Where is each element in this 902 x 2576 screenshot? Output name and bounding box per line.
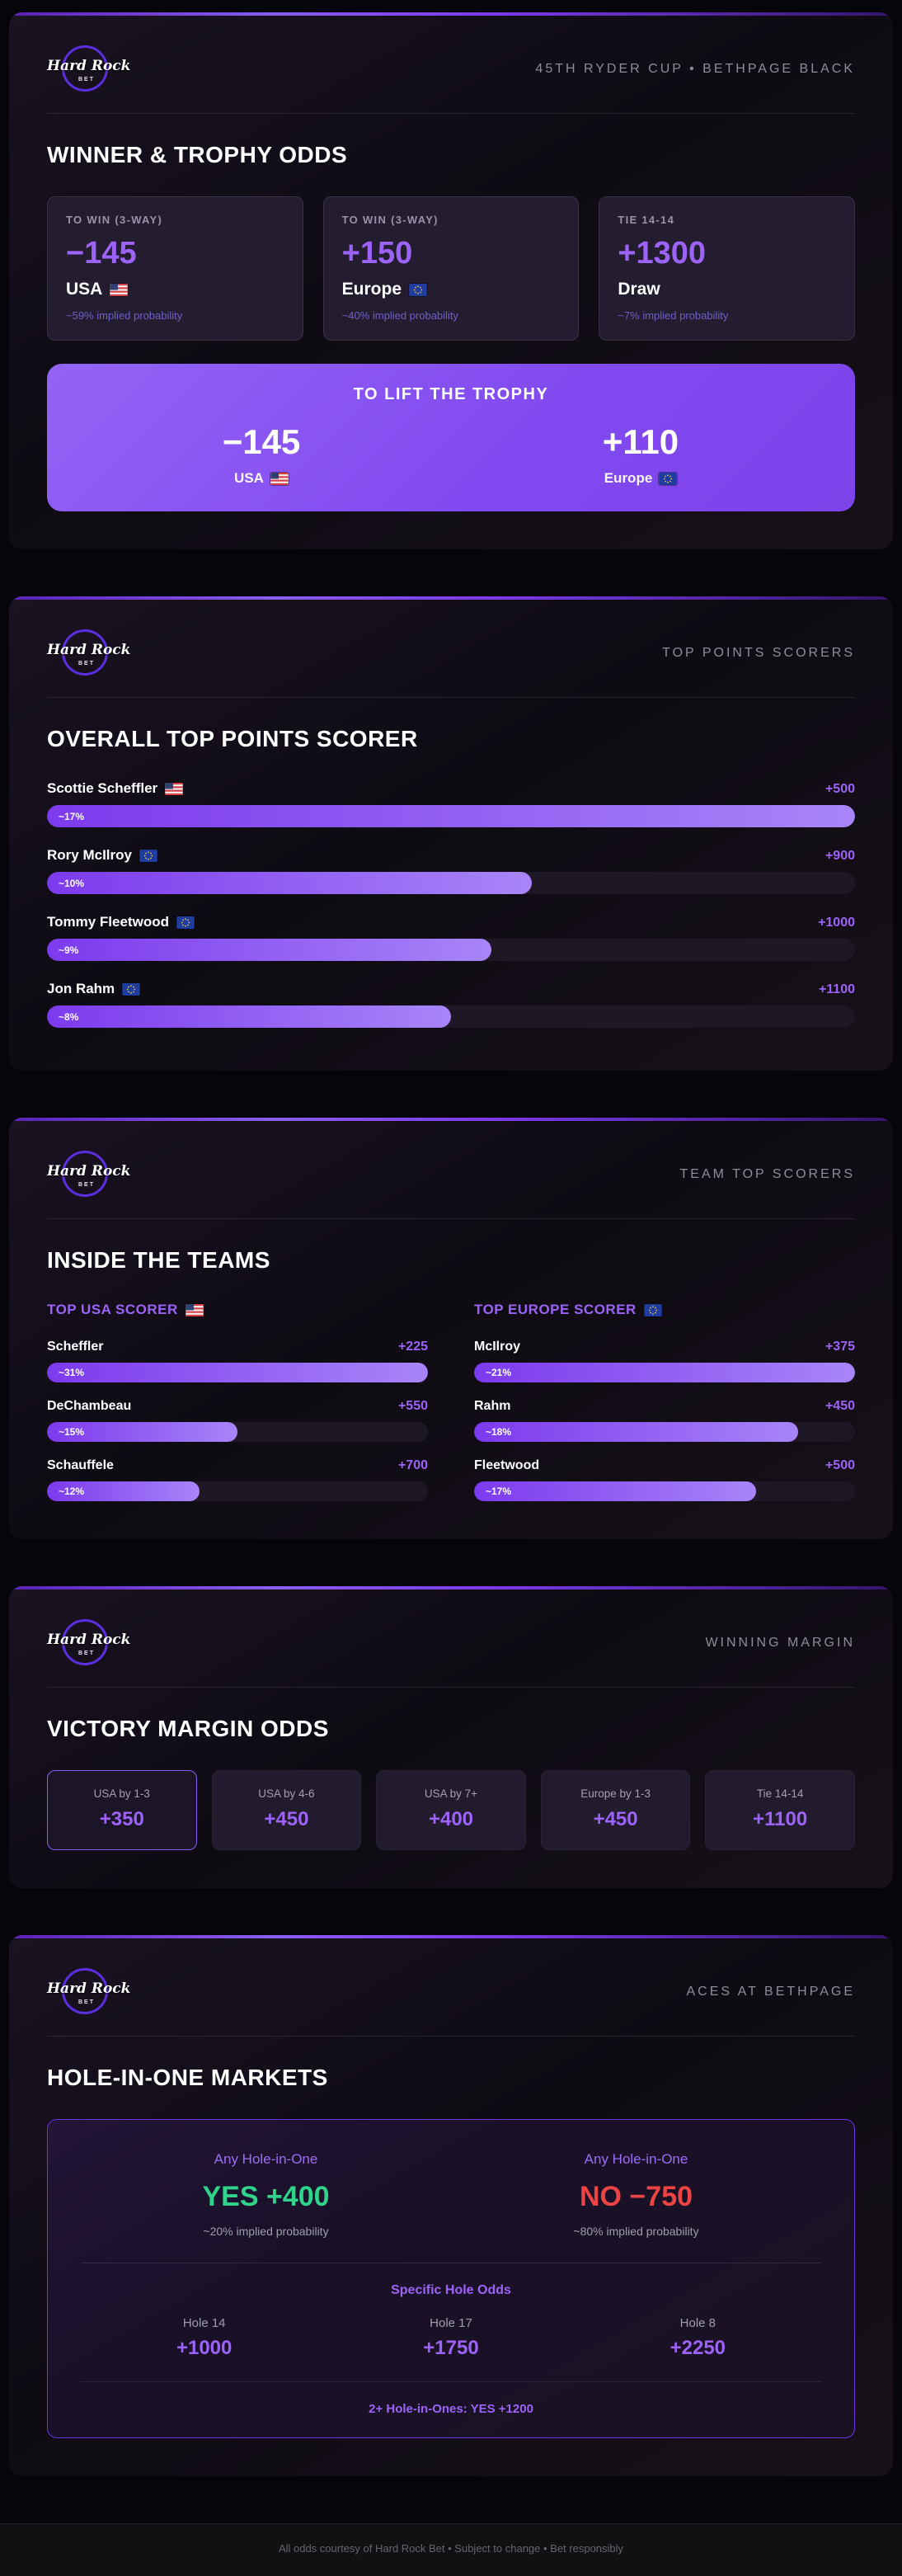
- hole-label: Hole 14: [182, 2316, 226, 2330]
- probability-label: ~17%: [486, 1486, 512, 1497]
- logo-sub: BET: [78, 77, 95, 82]
- section-title: HOLE-IN-ONE MARKETS: [47, 2065, 328, 2090]
- card-badge-title: ACES AT BETHPAGE: [686, 1985, 855, 1999]
- player-odds: +500: [824, 782, 855, 796]
- section-title: INSIDE THE TEAMS: [47, 1247, 270, 1273]
- odds-value: +110: [602, 422, 679, 461]
- probability-bar-track: [474, 1422, 855, 1442]
- implied-probability: ~20% implied probability: [203, 2225, 329, 2238]
- player-odds: +900: [824, 849, 855, 863]
- scorer-row-fleetwood: [474, 1458, 855, 1501]
- page-footer: [0, 2523, 902, 2576]
- player-odds: +375: [824, 1340, 855, 1354]
- market-label: Any Hole-in-One: [584, 2151, 688, 2167]
- hole-label: Hole 8: [679, 2316, 716, 2330]
- hard-rock-bet-logo: [47, 628, 131, 679]
- card-header: [47, 1618, 855, 1669]
- scorer-bar-list: [47, 780, 855, 1028]
- card-badge-title: TEAM TOP SCORERS: [679, 1167, 855, 1181]
- player-odds: +450: [824, 1399, 855, 1413]
- odds-value: +1000: [176, 2337, 233, 2359]
- margin-box-tie[interactable]: [705, 1770, 855, 1850]
- hole-label: Hole 17: [430, 2316, 472, 2330]
- margin-odds-grid: [47, 1770, 855, 1850]
- yes-odds-value: YES +400: [202, 2181, 330, 2212]
- logo-name: Hard Rock: [47, 1632, 131, 1648]
- team-name: [342, 280, 561, 299]
- card-team-top-scorers: [9, 1118, 893, 1539]
- scorer-row-scheffler: [47, 780, 855, 827]
- probability-bar-track: [47, 872, 855, 894]
- team-name: [451, 470, 830, 487]
- player-label: McIlroy: [474, 1340, 521, 1354]
- player-odds: +1100: [818, 982, 855, 996]
- us-flag-icon: [186, 1304, 204, 1316]
- card-winning-margin: [9, 1586, 893, 1888]
- player-odds: +225: [397, 1340, 428, 1354]
- margin-box-usa-1-3[interactable]: [47, 1770, 197, 1850]
- team-name: [72, 470, 451, 487]
- specific-hole-odds-title: Specific Hole Odds: [391, 2283, 511, 2297]
- player-label: Scheffler: [47, 1340, 104, 1354]
- implied-probability: ~7% implied probability: [618, 309, 729, 322]
- probability-label: ~21%: [486, 1367, 512, 1378]
- margin-label: Tie 14-14: [756, 1787, 804, 1800]
- logo-sub: BET: [78, 1999, 95, 2005]
- trophy-europe-odds[interactable]: [451, 422, 830, 487]
- margin-label: USA by 4-6: [258, 1787, 315, 1800]
- lift-trophy-banner: [47, 364, 855, 511]
- card-header: [47, 44, 855, 95]
- probability-bar-fill: [47, 939, 491, 961]
- player-name: [47, 780, 183, 797]
- team-label: Europe: [341, 280, 402, 299]
- eu-flag-icon: [659, 473, 677, 485]
- team-label: USA: [66, 280, 103, 299]
- player-label: Scottie Scheffler: [47, 780, 158, 796]
- scorer-row-dechambeau: [47, 1399, 428, 1442]
- usa-column-label: [47, 1302, 428, 1318]
- logo-name: Hard Rock: [47, 1980, 131, 1997]
- margin-box-usa-4-6[interactable]: [212, 1770, 362, 1850]
- column-label: TOP USA SCORER: [47, 1302, 178, 1317]
- player-name: [47, 914, 195, 930]
- margin-box-usa-7plus[interactable]: [376, 1770, 526, 1850]
- any-hole-in-one-no[interactable]: [451, 2151, 821, 2238]
- odds-box-draw[interactable]: [599, 196, 855, 341]
- odds-value: +2250: [669, 2337, 726, 2359]
- player-label: DeChambeau: [47, 1399, 132, 1413]
- probability-bar-fill: [47, 805, 855, 827]
- eu-flag-icon: [409, 284, 427, 296]
- hole-17-odds[interactable]: [327, 2316, 574, 2360]
- team-label: USA: [234, 470, 264, 486]
- us-flag-icon: [110, 284, 128, 296]
- margin-label: Europe by 1-3: [580, 1787, 651, 1800]
- player-label: Tommy Fleetwood: [47, 914, 169, 930]
- odds-box-usa[interactable]: [47, 196, 303, 341]
- player-label: Rahm: [474, 1399, 511, 1413]
- column-label: TOP EUROPE SCORER: [474, 1302, 637, 1317]
- market-label: Any Hole-in-One: [214, 2151, 318, 2167]
- trophy-banner-title: TO LIFT THE TROPHY: [353, 385, 549, 403]
- probability-label: ~12%: [59, 1486, 85, 1497]
- card-badge-title: TOP POINTS SCORERS: [662, 646, 855, 660]
- odds-value: +400: [428, 1808, 474, 1830]
- odds-box-label: TIE 14-14: [618, 214, 675, 226]
- odds-value: −145: [222, 422, 301, 461]
- probability-label: ~17%: [59, 810, 85, 822]
- probability-bar-fill: [47, 1005, 451, 1028]
- section-title: VICTORY MARGIN ODDS: [47, 1716, 329, 1741]
- event-title: 45TH RYDER CUP • BETHPAGE BLACK: [535, 62, 855, 76]
- probability-label: ~10%: [59, 877, 85, 889]
- player-odds: +700: [397, 1458, 428, 1472]
- odds-value: −145: [66, 236, 137, 271]
- team-name: [618, 280, 836, 299]
- logo-name: Hard Rock: [47, 58, 131, 74]
- probability-bar-fill: [474, 1363, 855, 1382]
- margin-label: USA by 1-3: [93, 1787, 150, 1800]
- probability-bar-track: [47, 1363, 428, 1382]
- logo-sub: BET: [78, 661, 95, 666]
- logo-sub: BET: [78, 1182, 95, 1188]
- divider: [47, 113, 855, 114]
- divider: [47, 2036, 855, 2037]
- probability-bar-track: [47, 1005, 855, 1028]
- odds-value: +1300: [618, 236, 707, 271]
- card-aces-at-bethpage: [9, 1935, 893, 2476]
- card-top-points-scorers: [9, 596, 893, 1071]
- probability-bar-fill: [474, 1481, 756, 1501]
- scorer-row-schauffele: [47, 1458, 428, 1501]
- hard-rock-bet-logo: [47, 1618, 131, 1669]
- player-name: [47, 981, 140, 997]
- odds-value: +150: [341, 236, 413, 271]
- probability-bar-track: [474, 1363, 855, 1382]
- probability-bar-track: [474, 1481, 855, 1501]
- hole-in-one-panel: [47, 2119, 855, 2438]
- margin-box-europe-1-3[interactable]: [541, 1770, 691, 1850]
- hard-rock-bet-logo: [47, 1966, 131, 2018]
- eu-flag-icon: [139, 850, 157, 862]
- probability-bar-fill: [47, 1481, 200, 1501]
- logo-name: Hard Rock: [47, 642, 131, 658]
- team-label: Draw: [618, 280, 660, 299]
- probability-bar-fill: [47, 872, 532, 894]
- probability-bar-track: [47, 1481, 428, 1501]
- player-odds: +500: [824, 1458, 855, 1472]
- usa-scorer-column: [47, 1302, 428, 1501]
- odds-value: +450: [593, 1808, 638, 1830]
- scorer-row-mcilroy: [47, 847, 855, 894]
- team-name: [66, 280, 284, 299]
- margin-label: USA by 7+: [424, 1787, 478, 1800]
- divider: [47, 1687, 855, 1688]
- card-header: [47, 628, 855, 679]
- europe-column-label: [474, 1302, 855, 1318]
- card-badge-title: WINNING MARGIN: [705, 1636, 855, 1650]
- eu-flag-icon: [122, 983, 140, 996]
- player-odds: +550: [397, 1399, 428, 1413]
- probability-bar-track: [47, 939, 855, 961]
- scorer-row-fleetwood: [47, 914, 855, 961]
- teams-columns: [47, 1302, 855, 1501]
- section-title: WINNER & TROPHY ODDS: [47, 142, 348, 167]
- trophy-usa-odds[interactable]: [72, 422, 451, 487]
- eu-flag-icon: [176, 916, 195, 929]
- europe-scorer-column: [474, 1302, 855, 1501]
- odds-value: +350: [99, 1808, 144, 1830]
- implied-probability: ~59% implied probability: [66, 309, 183, 322]
- multi-hole-in-one-odds: 2+ Hole-in-Ones: YES +1200: [81, 2381, 821, 2416]
- card-winner-trophy-odds: [9, 12, 893, 549]
- section-title: OVERALL TOP POINTS SCORER: [47, 726, 418, 751]
- odds-value: +1750: [423, 2337, 479, 2359]
- scorer-row-scheffler: [47, 1340, 428, 1382]
- us-flag-icon: [270, 473, 289, 485]
- implied-probability: ~80% implied probability: [573, 2225, 699, 2238]
- us-flag-icon: [165, 783, 183, 795]
- hard-rock-bet-logo: [47, 44, 131, 95]
- scorer-row-rahm: [47, 981, 855, 1028]
- player-name: [47, 847, 157, 864]
- player-label: Jon Rahm: [47, 981, 115, 996]
- odds-box-label: TO WIN (3-WAY): [341, 214, 439, 226]
- divider: [47, 1218, 855, 1219]
- odds-value: +450: [264, 1808, 309, 1830]
- implied-probability: ~40% implied probability: [341, 309, 458, 322]
- specific-hole-grid: [81, 2316, 821, 2360]
- probability-bar-fill: [474, 1422, 798, 1442]
- any-hole-in-one-yes[interactable]: [81, 2151, 451, 2238]
- probability-label: ~15%: [59, 1426, 85, 1438]
- player-label: Fleetwood: [474, 1458, 540, 1472]
- logo-sub: BET: [78, 1651, 95, 1656]
- probability-label: ~8%: [59, 1010, 79, 1023]
- probability-bar-track: [47, 805, 855, 827]
- probability-label: ~18%: [486, 1426, 512, 1438]
- divider: [47, 697, 855, 698]
- no-odds-value: NO −750: [579, 2181, 693, 2212]
- hole-8-odds[interactable]: [575, 2316, 821, 2360]
- probability-label: ~31%: [59, 1367, 85, 1378]
- probability-bar-track: [47, 1422, 428, 1442]
- odds-box-label: TO WIN (3-WAY): [66, 214, 163, 226]
- odds-box-europe[interactable]: [323, 196, 580, 341]
- logo-name: Hard Rock: [47, 1163, 131, 1180]
- player-odds: +1000: [818, 916, 855, 930]
- player-label: Schauffele: [47, 1458, 114, 1472]
- scorer-row-mcilroy: [474, 1340, 855, 1382]
- card-header: [47, 1966, 855, 2018]
- odds-value: +1100: [753, 1808, 808, 1830]
- hard-rock-bet-logo: [47, 1149, 131, 1200]
- probability-bar-fill: [47, 1422, 237, 1442]
- eu-flag-icon: [644, 1304, 662, 1316]
- probability-bar-fill: [47, 1363, 428, 1382]
- probability-label: ~9%: [59, 944, 79, 956]
- scorer-row-rahm: [474, 1399, 855, 1442]
- card-header: [47, 1149, 855, 1200]
- footer-disclaimer: All odds courtesy of Hard Rock Bet • Subject to change • Bet responsibly: [278, 2542, 624, 2555]
- team-label: Europe: [604, 470, 653, 486]
- player-label: Rory McIlroy: [47, 847, 132, 863]
- win-odds-grid: [47, 196, 855, 341]
- hole-14-odds[interactable]: [81, 2316, 327, 2360]
